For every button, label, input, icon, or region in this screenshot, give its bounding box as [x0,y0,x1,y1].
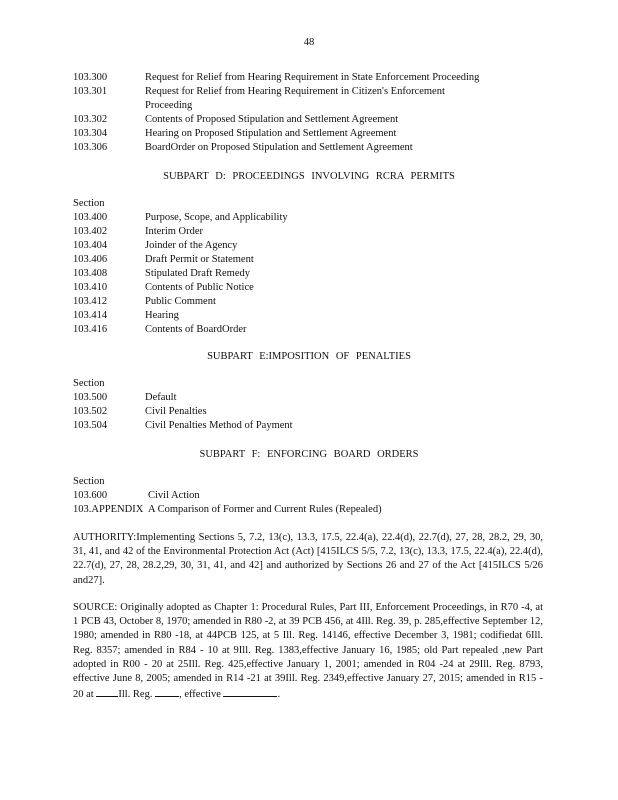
toc-row [73,239,543,253]
section-number: 103.404 [73,240,108,251]
toc-row [73,113,543,127]
section-number: 103.402 [73,226,108,237]
toc-row [73,127,543,141]
section-number: 103.400 [73,212,108,223]
section-number: 103.500 [73,392,108,403]
section-number: 103.300 [73,72,108,83]
section-number: 103.306 [73,142,108,153]
section-number: 103.412 [73,296,108,307]
section-title: A Comparison of Former and Current Rules (Repealed) [148,504,382,515]
section-label: Section [73,378,105,389]
section-title: Public Comment [145,296,216,307]
section-number: 103.414 [73,310,108,321]
section-title: Civil Action [148,490,200,501]
toc-group-2 [73,197,543,337]
section-title: Request for Relief from Hearing Requirement in State Enforcement Proceeding [145,72,480,83]
section-number: 103.301 [73,86,108,97]
subpart-f-heading: SUBPART F: ENFORCING BOARD ORDERS [199,449,419,460]
subpart-e-heading: SUBPART E:IMPOSITION OF PENALTIES [207,351,411,362]
toc-row [73,405,543,419]
toc-row [73,323,543,337]
source-effective: effective [184,689,221,701]
section-number: 103.410 [73,282,108,293]
toc-row [73,295,543,309]
toc-row [73,281,543,295]
toc-row [73,419,543,433]
section-title: Contents of BoardOrder [145,324,247,335]
toc-row [73,503,543,517]
subpart-d-heading: SUBPART D: PROCEEDINGS INVOLVING RCRA PERMITS [163,171,455,182]
section-title: Purpose, Scope, and Applicability [145,212,288,223]
toc-row [73,309,543,323]
authority-paragraph: AUTHORITY:Implementing Sections 5, 7.2, 13(c), 13.3, 17.5, 22.4(a), 22.4(d), 22.7(d), 27, 28, 28.2, 29, 30, 31, 41, and 42 of the Environmental Protection Act (Act) [415ILCS 5/5, 7.2, 13(c), 13.3, 17.5, 22.4(a), 22.4(d), 22.7(d), 27, 28, 28.2,29, 30, 31, 41, and 42] and authorized by Sections 26 and 27 of the Act [415ILCS 5/26 and27]. [73,532,543,586]
section-title: Contents of Public Notice [145,282,254,293]
toc-row [73,253,543,267]
toc-group-4 [73,475,543,517]
section-title: Hearing [145,310,179,321]
toc-row [73,141,543,155]
toc-row [73,225,543,239]
section-title: Hearing on Proposed Stipulation and Settlement Agreement [145,128,397,139]
toc-row [73,211,543,225]
section-title: Contents of Proposed Stipulation and Settlement Agreement [145,114,399,125]
section-title: Civil Penalties [145,406,207,417]
section-title: Default [145,392,177,403]
section-number: 103.304 [73,128,108,139]
section-title: Civil Penalties Method of Payment [145,420,293,431]
section-title: Joinder of the Agency [145,240,238,251]
section-number: 103.416 [73,324,108,335]
toc-group-1 [73,71,543,155]
toc-group-3 [73,377,543,433]
toc-row [73,71,543,85]
section-label: Section [73,198,105,209]
section-title: Draft Permit or Statement [145,254,254,265]
source-paragraph: SOURCE: Originally adopted as Chapter 1: Procedural Rules, Part III, Enforcement Proceedings, in R70 -4, at 1 PCB 43, October 8, 1970; amended in R80 -2, at 39 PCB 456, at 4Ill. Reg. 39, p. 285,effective September 12, 1980; amended in R80 -18, at 44PCB 125, at 5 Ill. Reg. 14146, effective December 3, 1981; codifiedat 6Ill. Reg. 8357; amended in R84 - 10 at 9Ill. Reg. 1383,effective January 16, 1985; old Part repealed ,new Part adopted in R00 - 20 at 25Ill. Reg. 425,effective January 1, 2001; amended in R04 -24 at 29Ill. Reg. 8793, effective June 8, 2005; amended in R14 -21 at 39Ill. Reg. 2349,effective January 27, 2015; amended in R15 - 20 at Ill. Reg. , effective . [73,602,543,701]
section-title: Interim Order [145,226,204,237]
section-title: BoardOrder on Proposed Stipulation and Settlement Agreement [145,142,413,153]
source-text: SOURCE: Originally adopted as Chapter 1: Procedural Rules, Part III, Enforcement Proceedings, in R70 -4, at 1 PCB 43, October 8, 1970; amended in R80 -2, at 39 PCB 456, at 4Ill. Reg. 39, p. 285,effective September 12, 1980; amended in R80 -18, at 44PCB 125, at 5 Ill. Reg. 14146, effective December 3, 1981; codifiedat 6Ill. Reg. 8357; amended in R84 - 10 at 9Ill. Reg. 1383,effective January 16, 1985; old Part repealed ,new Part adopted in R00 - 20 at 25Ill. Reg. 425,effective January 1, 2001; amended in R04 -24 at 29Ill. Reg. 8793, effective June 8, 2005; amended in R14 -21 at 39Ill. Reg. 2349,effective January 27, 2015; amended in R15 - 20 at [73,602,543,701]
section-number: 103.406 [73,254,108,265]
section-number: 103.408 [73,268,108,279]
toc-row [73,267,543,281]
blank-volume-line [96,686,118,697]
section-title: Request for Relief from Hearing Requirement in Citizen's Enforcement Proceeding [145,86,445,111]
toc-row [73,85,543,113]
section-number: 103.APPENDIX [73,504,144,515]
section-label: Section [73,476,105,487]
section-number: 103.600 [73,490,108,501]
section-number: 103.504 [73,420,108,431]
section-number: 103.302 [73,114,108,125]
blank-date-line [223,686,277,697]
toc-row [73,391,543,405]
source-ill-reg: Ill. Reg. [118,689,153,701]
toc-row [73,489,543,503]
page-number: 48 [303,37,315,48]
section-number: 103.502 [73,406,108,417]
section-title: Stipulated Draft Remedy [145,268,250,279]
blank-page-line [155,686,179,697]
